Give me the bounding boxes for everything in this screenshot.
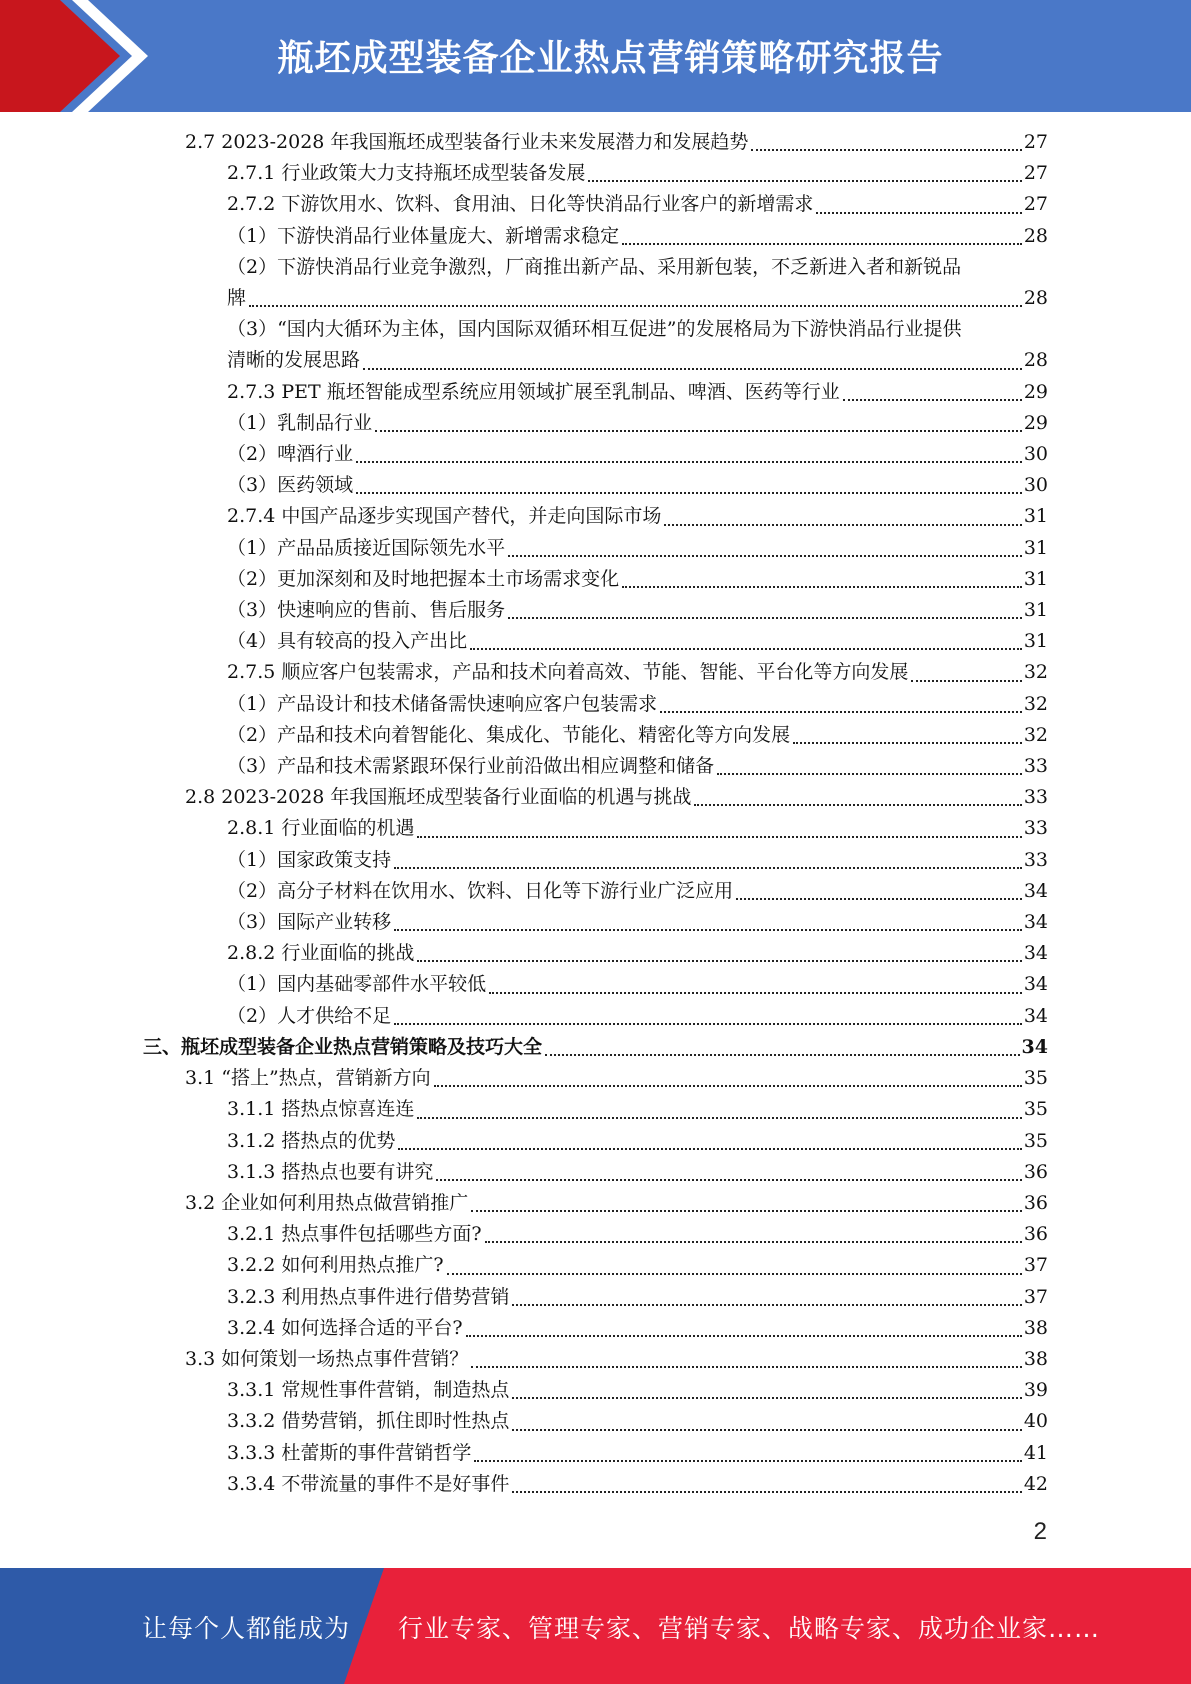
toc-page-number: 37 xyxy=(1023,1285,1048,1308)
toc-page-number: 29 xyxy=(1023,411,1048,434)
toc-page-number: 31 xyxy=(1023,599,1048,622)
toc-page-number: 34 xyxy=(1023,879,1048,902)
report-title: 瓶坯成型装备企业热点营销策略研究报告 xyxy=(277,38,944,79)
toc-entry[interactable] xyxy=(227,1250,1048,1281)
dot-leader xyxy=(470,626,1022,650)
toc-entry[interactable] xyxy=(227,1219,1048,1250)
toc-entry-title: （3）产品和技术需紧跟环保行业前沿做出相应调整和储备 xyxy=(227,755,715,778)
dot-leader xyxy=(694,782,1021,806)
dot-leader xyxy=(471,1188,1022,1212)
dot-leader xyxy=(474,1438,1021,1462)
toc-entry[interactable] xyxy=(227,470,1048,501)
dot-leader xyxy=(489,970,1022,994)
toc-page-number: 38 xyxy=(1023,1316,1048,1339)
page-footer xyxy=(0,1568,1191,1684)
toc-entry-title: （1）产品设计和技术储备需快速响应客户包装需求 xyxy=(227,692,658,715)
toc-entry[interactable] xyxy=(227,1157,1048,1188)
toc-entry-title: 3.2.2 如何利用热点推广? xyxy=(227,1254,444,1277)
dot-leader xyxy=(398,1126,1021,1150)
toc-entry[interactable] xyxy=(143,1032,1048,1063)
toc-page-number: 38 xyxy=(1023,1347,1048,1370)
dot-leader xyxy=(508,595,1022,619)
toc-entry-title: 3.2.3 利用热点事件进行借势营销 xyxy=(227,1285,510,1308)
toc-entry-title: （2）更加深刻和及时地把握本土市场需求变化 xyxy=(227,567,620,590)
toc-entry[interactable] xyxy=(227,1313,1048,1344)
toc-entry[interactable] xyxy=(185,1063,1048,1094)
dot-leader xyxy=(394,1001,1022,1025)
toc-page-number: 33 xyxy=(1023,817,1048,840)
dot-leader xyxy=(436,1157,1021,1181)
toc-entry-title: 3.1 “搭上”热点，营销新方向 xyxy=(185,1067,431,1090)
toc-page-number: 34 xyxy=(1023,942,1048,965)
table-of-contents xyxy=(0,127,1191,1500)
dot-leader xyxy=(485,1219,1022,1243)
toc-page-number: 34 xyxy=(1023,911,1048,934)
page-number: 2 xyxy=(1033,1518,1047,1545)
toc-entry[interactable] xyxy=(227,969,1048,1000)
toc-entry-title: （1）下游快消品行业体量庞大、新增需求稳定 xyxy=(227,224,620,247)
dot-leader xyxy=(417,814,1021,838)
toc-page-number: 31 xyxy=(1023,536,1048,559)
toc-entry-first-line: （3）“国内大循环为主体，国内国际双循环相互促进”的发展格局为下游快消品行业提供 xyxy=(227,318,962,341)
toc-entry[interactable] xyxy=(227,938,1048,969)
toc-page-number: 28 xyxy=(1023,287,1048,310)
dot-leader xyxy=(417,1095,1021,1119)
toc-entry-title: 3.3.3 杜蕾斯的事件营销哲学 xyxy=(227,1441,472,1464)
toc-entry[interactable] xyxy=(227,751,1048,782)
dot-leader xyxy=(816,190,1021,214)
toc-page-number: 40 xyxy=(1023,1410,1048,1433)
toc-page-number: 30 xyxy=(1023,474,1048,497)
dot-leader xyxy=(375,408,1022,432)
toc-entry[interactable] xyxy=(227,1469,1048,1500)
toc-entry[interactable] xyxy=(185,127,1048,158)
toc-entry-title: 2.7 2023-2028 年我国瓶坯成型装备行业未来发展潜力和发展趋势 xyxy=(185,131,749,153)
toc-entry-title: 3.1.2 搭热点的优势 xyxy=(227,1129,396,1152)
toc-page-number: 32 xyxy=(1023,723,1048,746)
dot-leader xyxy=(588,158,1021,182)
toc-entry[interactable] xyxy=(227,720,1048,751)
toc-entry-title: 2.8 2023-2028 年我国瓶坯成型装备行业面临的机遇与挑战 xyxy=(185,786,692,809)
dot-leader xyxy=(249,283,1022,307)
dot-leader xyxy=(471,1344,1022,1368)
toc-page-number: 34 xyxy=(1023,1004,1048,1027)
dot-leader xyxy=(622,564,1022,588)
toc-page-number: 36 xyxy=(1023,1223,1048,1246)
page-header xyxy=(0,0,1191,112)
footer-slogan-left: 让每个人都能成为 xyxy=(142,1614,351,1643)
footer-slogan-right: 行业专家、管理专家、营销专家、战略专家、成功企业家…… xyxy=(398,1614,1101,1643)
toc-page-number: 35 xyxy=(1023,1129,1048,1152)
toc-page-number: 36 xyxy=(1023,1160,1048,1183)
toc-entry[interactable] xyxy=(227,564,1048,595)
toc-entry[interactable] xyxy=(227,1438,1048,1469)
toc-entry[interactable] xyxy=(227,907,1048,938)
dot-leader xyxy=(545,1032,1020,1056)
dot-leader xyxy=(664,502,1021,526)
dot-leader xyxy=(717,751,1022,775)
dot-leader xyxy=(843,377,1022,401)
toc-entry-title: 清晰的发展思路 xyxy=(227,349,361,372)
dot-leader xyxy=(417,938,1021,962)
dot-leader xyxy=(394,845,1022,869)
dot-leader xyxy=(793,720,1022,744)
toc-page-number: 28 xyxy=(1023,224,1048,247)
toc-entry-title: 三、瓶坯成型装备企业热点营销策略及技巧大全 xyxy=(143,1035,543,1058)
toc-entry-title: 3.1.1 搭热点惊喜连连 xyxy=(227,1098,415,1121)
toc-entry-title: （2）人才供给不足 xyxy=(227,1004,392,1027)
dot-leader xyxy=(512,1407,1021,1431)
toc-entry-title: （1）国家政策支持 xyxy=(227,848,392,871)
toc-entry-title: （3）国际产业转移 xyxy=(227,911,392,934)
toc-page-number: 30 xyxy=(1023,443,1048,466)
toc-page-number: 31 xyxy=(1023,505,1048,528)
toc-entry[interactable] xyxy=(227,283,1048,314)
toc-entry-title: （2）啤酒行业 xyxy=(227,443,354,466)
toc-entry-title: （3）快速响应的售前、售后服务 xyxy=(227,599,506,622)
dot-leader xyxy=(434,1063,1022,1087)
toc-entry[interactable] xyxy=(227,189,1048,220)
toc-entry[interactable] xyxy=(185,1344,1048,1375)
toc-page-number: 34 xyxy=(1023,973,1048,996)
toc-entry[interactable] xyxy=(227,158,1048,189)
toc-entry[interactable] xyxy=(227,1094,1048,1125)
toc-entry-title: 牌 xyxy=(227,287,247,310)
dot-leader xyxy=(356,470,1022,494)
toc-entry-title: （3）医药领域 xyxy=(227,474,354,497)
toc-entry-title: 3.2.1 热点事件包括哪些方面? xyxy=(227,1223,482,1246)
toc-entry[interactable] xyxy=(185,782,1048,813)
toc-page-number: 33 xyxy=(1023,848,1048,871)
dot-leader xyxy=(736,876,1022,900)
toc-entry[interactable] xyxy=(227,1001,1048,1032)
toc-page-number: 37 xyxy=(1023,1254,1048,1277)
toc-entry[interactable] xyxy=(227,626,1048,657)
toc-entry-title: （1）国内基础零部件水平较低 xyxy=(227,973,487,996)
dot-leader xyxy=(512,1282,1021,1306)
toc-entry-title: 3.3.4 不带流量的事件不是好事件 xyxy=(227,1472,510,1495)
toc-entry[interactable] xyxy=(227,1126,1048,1157)
toc-page-number: 35 xyxy=(1023,1098,1048,1121)
dot-leader xyxy=(660,689,1022,713)
toc-entry[interactable] xyxy=(227,1406,1048,1437)
toc-entry-title: 3.3 如何策划一场热点事件营销？ xyxy=(185,1347,469,1370)
dot-leader xyxy=(394,907,1022,931)
toc-entry-title: 2.8.1 行业面临的机遇 xyxy=(227,817,415,840)
toc-page-number: 31 xyxy=(1023,567,1048,590)
toc-entry-title: 2.7.5 顺应客户包装需求，产品和技术向着高效、节能、智能、平台化等方向发展 xyxy=(227,661,909,684)
toc-entry[interactable] xyxy=(227,377,1048,408)
toc-entry[interactable] xyxy=(227,657,1048,688)
toc-page-number: 34 xyxy=(1021,1035,1048,1058)
toc-entry[interactable] xyxy=(185,1188,1048,1219)
toc-entry-title: 2.7.3 PET 瓶坯智能成型系统应用领域扩展至乳制品、啤酒、医药等行业 xyxy=(227,380,840,403)
toc-entry-title: 3.2.4 如何选择合适的平台? xyxy=(227,1316,463,1339)
toc-entry[interactable] xyxy=(227,533,1048,564)
toc-entry[interactable] xyxy=(227,439,1048,470)
toc-page-number: 33 xyxy=(1023,755,1048,778)
toc-entry-title: （2）高分子材料在饮用水、饮料、日化等下游行业广泛应用 xyxy=(227,879,734,902)
toc-entry-title: 2.7.4 中国产品逐步实现国产替代，并走向国际市场 xyxy=(227,505,662,528)
toc-page-number: 31 xyxy=(1023,630,1048,653)
toc-page-number: 41 xyxy=(1023,1441,1048,1464)
toc-entry[interactable] xyxy=(227,595,1048,626)
toc-entry-title: （1）乳制品行业 xyxy=(227,411,373,434)
toc-page-number: 36 xyxy=(1023,1191,1048,1214)
dot-leader xyxy=(508,533,1022,557)
toc-entry-title: 2.7.2 下游饮用水、饮料、食用油、日化等快消品行业客户的新增需求 xyxy=(227,193,814,216)
dot-leader xyxy=(356,439,1022,463)
toc-entry-title: （1）产品品质接近国际领先水平 xyxy=(227,536,506,559)
toc-entry-first-line: （2）下游快消品行业竞争激烈，厂商推出新产品、采用新包装，不乏新进入者和新锐品 xyxy=(227,255,962,278)
dot-leader xyxy=(363,346,1022,370)
toc-page-number: 28 xyxy=(1023,349,1048,372)
toc-page-number: 27 xyxy=(1023,162,1048,185)
toc-page-number: 29 xyxy=(1023,380,1048,403)
dot-leader xyxy=(751,127,1021,151)
toc-entry-title: 3.3.1 常规性事件营销，制造热点 xyxy=(227,1379,510,1402)
dot-leader xyxy=(512,1469,1021,1493)
toc-page-number: 27 xyxy=(1023,193,1048,216)
toc-entry[interactable] xyxy=(227,1375,1048,1406)
toc-page-number: 32 xyxy=(1023,692,1048,715)
dot-leader xyxy=(466,1313,1022,1337)
dot-leader xyxy=(622,221,1022,245)
toc-entry-title: 3.1.3 搭热点也要有讲究 xyxy=(227,1160,434,1183)
toc-entry[interactable] xyxy=(227,689,1048,720)
toc-page-number: 35 xyxy=(1023,1067,1048,1090)
toc-entry-title: 3.2 企业如何利用热点做营销推广 xyxy=(185,1191,469,1214)
toc-entry-title: 3.3.2 借势营销，抓住即时性热点 xyxy=(227,1410,510,1433)
dot-leader xyxy=(512,1375,1021,1399)
toc-page-number: 42 xyxy=(1023,1472,1048,1495)
toc-entry-title: （4）具有较高的投入产出比 xyxy=(227,630,468,653)
toc-entry[interactable] xyxy=(227,876,1048,907)
toc-entry[interactable] xyxy=(227,813,1048,844)
toc-entry[interactable] xyxy=(227,345,1048,376)
toc-entry[interactable] xyxy=(227,845,1048,876)
toc-entry[interactable] xyxy=(227,1282,1048,1313)
toc-entry[interactable] xyxy=(227,408,1048,439)
toc-entry-title: 2.8.2 行业面临的挑战 xyxy=(227,942,415,965)
toc-entry[interactable] xyxy=(227,501,1048,532)
toc-entry[interactable] xyxy=(227,221,1048,252)
toc-page-number: 27 xyxy=(1023,131,1048,153)
dot-leader xyxy=(447,1251,1022,1275)
toc-entry-title: （2）产品和技术向着智能化、集成化、节能化、精密化等方向发展 xyxy=(227,723,791,746)
toc-page-number: 33 xyxy=(1023,786,1048,809)
toc-entry-title: 2.7.1 行业政策大力支持瓶坯成型装备发展 xyxy=(227,162,586,185)
toc-page-number: 39 xyxy=(1023,1379,1048,1402)
dot-leader xyxy=(911,658,1021,682)
toc-page-number: 32 xyxy=(1023,661,1048,684)
